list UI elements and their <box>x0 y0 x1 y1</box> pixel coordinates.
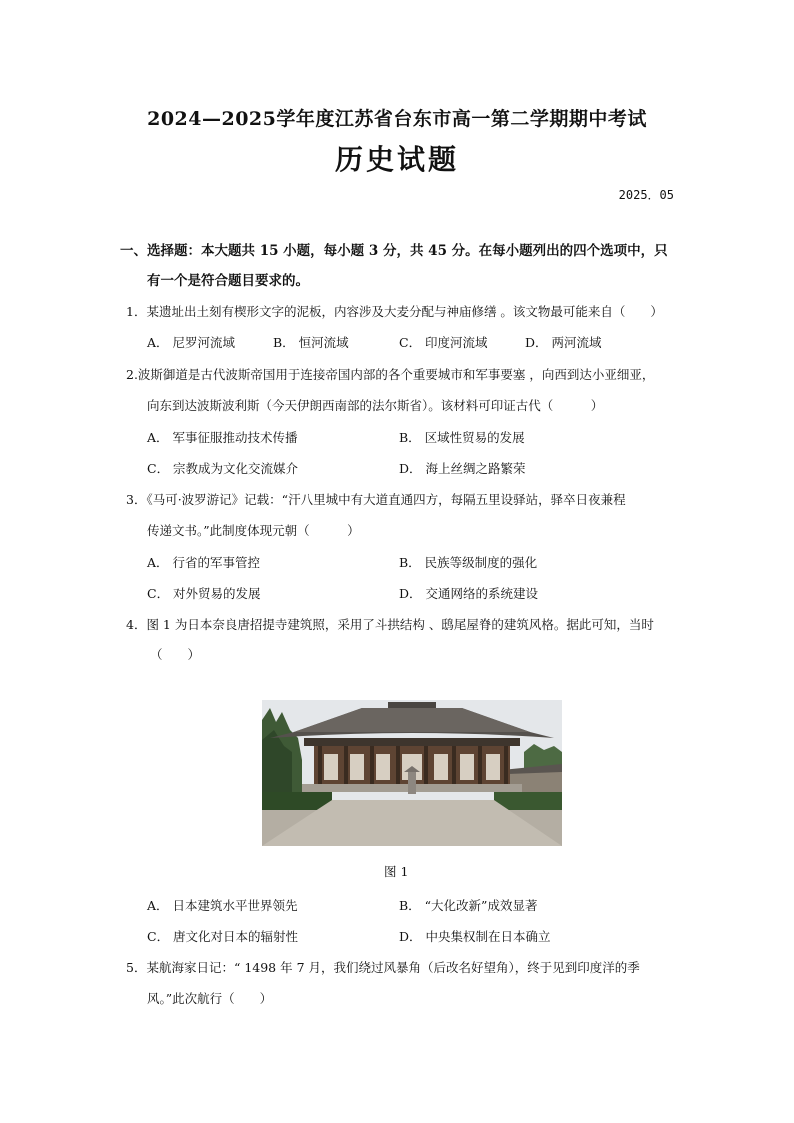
q1-option-a: A． 尼罗河流域 <box>147 335 236 350</box>
q4-option-c: C． 唐文化对日本的辐射性 <box>147 929 299 944</box>
q3-option-b: B． 民族等级制度的强化 <box>399 555 538 570</box>
question-5-stem-line2: 风。”此次航行（ ） <box>147 991 273 1006</box>
q1-option-b: B． 恒河流域 <box>273 335 349 350</box>
q2-option-d: D． 海上丝绸之路繁荣 <box>399 461 526 476</box>
question-4-stem-line2: （ ） <box>150 647 201 662</box>
q2-option-a: A． 军事征服推动技术传播 <box>147 430 298 445</box>
section-heading-line1: 一、选择题：本大题共 15 小题，每小题 3 分，共 45 分。在每小题列出的四个选项中，只 <box>120 243 668 259</box>
q3-option-d: D． 交通网络的系统建设 <box>399 586 538 601</box>
question-4-stem-line1: 4．图 1 为日本奈良唐招提寺建筑照，采用了斗拱结构 、鸱尾屋脊的建筑风格。据此可知，当时 <box>126 617 654 632</box>
q4-option-a: A． 日本建筑水平世界领先 <box>147 898 298 913</box>
exam-subtitle: 历史试题 <box>334 143 459 176</box>
question-2-stem-line1: 2.波斯御道是古代波斯帝国用于连接帝国内部的各个重要城市和军事要塞 ，向西到达小亚细亚， <box>126 367 655 382</box>
question-2-stem-line2: 向东到达波斯波利斯（今天伊朗西南部的法尔斯省）。该材料可印证古代（ ） <box>147 398 604 413</box>
q3-option-c: C． 对外贸易的发展 <box>147 586 261 601</box>
figure-caption: 图 1 <box>384 864 409 879</box>
q1-option-d: D． 两河流域 <box>525 335 602 350</box>
q1-option-c: C． 印度河流域 <box>399 335 488 350</box>
exam-date: 2025．05 <box>618 188 674 202</box>
question-5-stem-line1: 5．某航海家日记：“ 1498 年 7 月，我们绕过风暴角（后改名好望角），终于见到印度洋的季 <box>126 960 640 975</box>
q2-option-c: C． 宗教成为文化交流媒介 <box>147 461 299 476</box>
q3-option-a: A． 行省的军事管控 <box>147 555 261 570</box>
exam-title: 2024—2025学年度江苏省台东市高一第二学期期中考试 <box>147 108 647 130</box>
temple-photo <box>262 700 562 846</box>
section-heading-line2: 有一个是符合题目要求的。 <box>147 273 309 289</box>
question-1-stem: 1．某遗址出土刻有楔形文字的泥板，内容涉及大麦分配与神庙修缮 。该文物最可能来自（ ） <box>126 304 663 319</box>
q4-option-b: B． “大化改新”成效显著 <box>399 898 538 913</box>
q4-option-d: D． 中央集权制在日本确立 <box>399 929 551 944</box>
q2-option-b: B． 区域性贸易的发展 <box>399 430 525 445</box>
question-3-stem-line2: 传递文书。”此制度体现元朝（ ） <box>147 523 360 538</box>
question-3-stem-line1: 3．《马可·波罗游记》记载：“汗八里城中有大道直通四方，每隔五里设驿站，驿卒日夜兼程 <box>126 492 626 507</box>
